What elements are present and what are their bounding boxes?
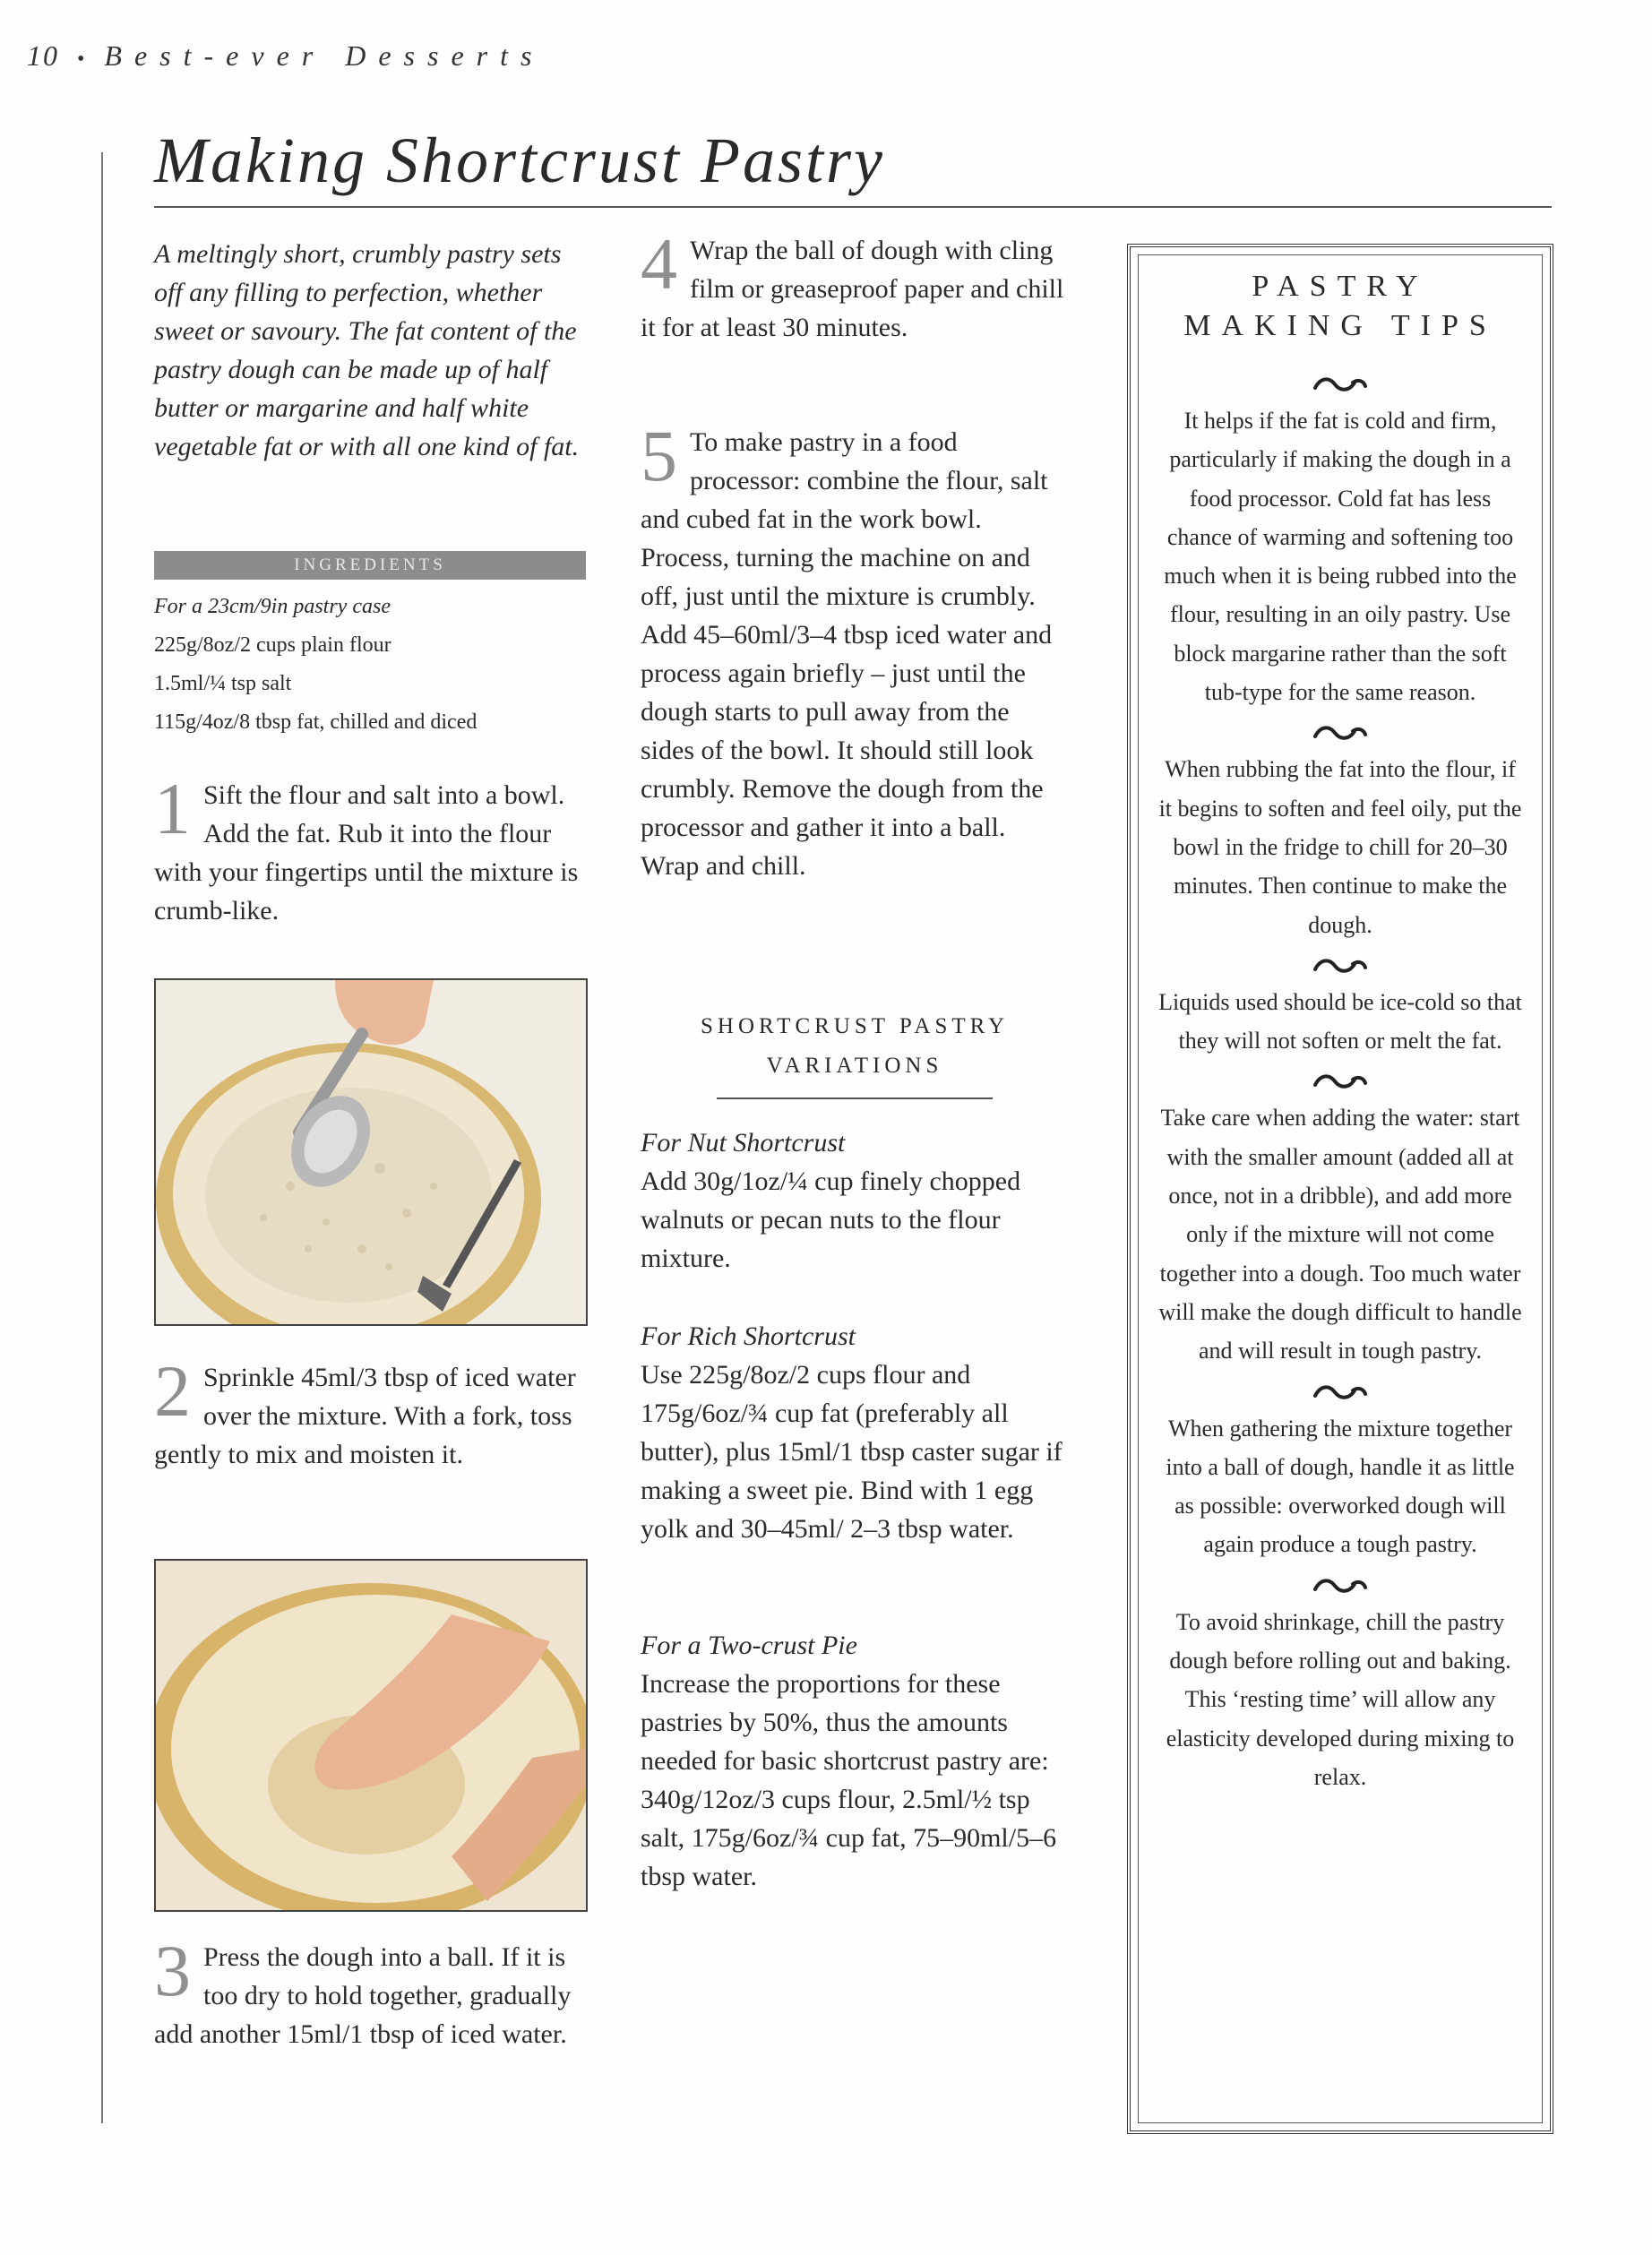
- tip-text: When gathering the mixture together into a ball of dough, handle it as little as possible: overworked dough will again produce a tough pastry.: [1166, 1415, 1515, 1558]
- step-text: Sift the flour and salt into a bowl. Add the fat. Rub it into the flour with your fingertips until the mixture is crumb-like.: [154, 780, 579, 925]
- left-margin-rule: [101, 152, 103, 2123]
- running-head: [27, 39, 544, 73]
- step-number: 1: [154, 768, 191, 849]
- page-number: 10: [27, 39, 59, 72]
- tip-text: To avoid shrinkage, chill the pastry dough before rolling out and baking. This ‘resting time’ will allow any elasticity developed during mixing to relax.: [1166, 1608, 1515, 1790]
- intro-text: A meltingly short, crumbly pastry sets off any filling to perfection, whether sweet or savoury. The fat content of the pastry dough can be made up of half butter or margarine and half white vegetable fat or with all one kind of fat.: [154, 239, 580, 461]
- step-1-photo: [154, 978, 588, 1326]
- ingredient-item: 115g/4oz/8 tbsp fat, chilled and diced: [154, 710, 478, 734]
- variation-rich-shortcrust: [641, 1317, 1069, 1548]
- tips-title-line2: MAKING TIPS: [1183, 309, 1497, 342]
- variation-nut-shortcrust: [641, 1123, 1069, 1278]
- tip-text: When rubbing the fat into the flour, if it begins to soften and feel oily, put the bowl in the fridge to chill for 20–30 minutes. Then continue to make the dough.: [1158, 756, 1522, 938]
- step-1: [154, 768, 586, 930]
- swirl-ornament-icon: [1156, 1371, 1525, 1409]
- variation-text: Use 225g/8oz/2 cups flour and 175g/6oz/¾ cup fat (preferably all butter), plus 15ml/1 tbsp caster sugar if making a sweet pie. Bind with 1 egg yolk and 30–45ml/ 2–3 tbsp water.: [641, 1360, 1063, 1544]
- variation-two-crust-pie: [641, 1626, 1069, 1896]
- running-head-separator: •: [77, 47, 87, 71]
- variations-heading-line1: SHORTCRUST PASTRY: [700, 1014, 1010, 1038]
- step-2: [154, 1350, 586, 1474]
- step-text: Sprinkle 45ml/3 tbsp of iced water over the mixture. With a fork, toss gently to mix and moisten it.: [154, 1363, 576, 1469]
- variation-text: Increase the proportions for these pastries by 50%, thus the amounts needed for basic shortcrust pastry are: 340g/12oz/3 cups flour, 2.5ml/½ tsp salt, 175g/6oz/¾ cup fat, 75–90ml/5–6 tbsp water.: [641, 1669, 1057, 1891]
- variations-rule: [717, 1097, 993, 1099]
- ingredient-item: 1.5ml/¼ tsp salt: [154, 672, 292, 695]
- tip-text: Liquids used should be ice-cold so that they will not soften or melt the fat.: [1158, 988, 1522, 1054]
- step-number: 2: [154, 1350, 191, 1432]
- swirl-ornament-icon: [1156, 363, 1525, 401]
- variation-title: For a Two-crust Pie: [641, 1631, 857, 1660]
- variations-heading-line2: VARIATIONS: [766, 1054, 943, 1078]
- title-rule: [154, 206, 1552, 208]
- tip-text: It helps if the fat is cold and firm, particularly if making the dough in a food processor. Cold fat has less chance of warming and softening too much when it is being rubbed into the flour, resulting in an oily pastry. Use block margarine rather than the soft tub-type for the same reason.: [1164, 408, 1517, 706]
- ingredients-list: [154, 588, 586, 742]
- variation-text: Add 30g/1oz/¼ cup finely chopped walnuts or pecan nuts to the flour mixture.: [641, 1166, 1021, 1273]
- step-number: 4: [641, 223, 677, 305]
- variations-heading: [641, 1007, 1069, 1086]
- swirl-ornament-icon: [1156, 1060, 1525, 1098]
- variation-title: For Nut Shortcrust: [641, 1128, 846, 1158]
- page-title: Making Shortcrust Pastry: [154, 125, 885, 196]
- book-title: Best-ever Desserts: [104, 39, 545, 72]
- step-text: Wrap the ball of dough with cling film or greaseproof paper and chill it for at least 30 minutes.: [641, 236, 1064, 342]
- step-2-photo: [154, 1559, 588, 1912]
- step-number: 3: [154, 1930, 191, 2011]
- step-4: [641, 223, 1069, 347]
- dough-ball-illustration: [156, 1561, 586, 1910]
- swirl-ornament-icon: [1156, 711, 1525, 750]
- ingredient-serving: For a 23cm/9in pastry case: [154, 595, 391, 618]
- tips-title-line1: PASTRY: [1252, 270, 1429, 303]
- swirl-ornament-icon: [1156, 944, 1525, 983]
- tip-text: Take care when adding the water: start with the smaller amount (added all at once, not in a dribble), and add more only if the mixture will not come together into a dough. Too much water will make the dough difficult to handle and will result in tough pastry.: [1158, 1105, 1522, 1364]
- ingredient-item: 225g/8oz/2 cups plain flour: [154, 633, 391, 657]
- ingredients-heading: INGREDIENTS: [154, 551, 586, 580]
- rubbing-in-illustration: [156, 980, 586, 1324]
- step-text: To make pastry in a food processor: combine the flour, salt and cubed fat in the work bowl. Process, turning the machine on and off, just until the mixture is crumbly. Add 45–60ml/3–4 tbsp iced water and process again briefly – just until the dough starts to pull away from the sides of the bowl. It should still look crumbly. Remove the dough from the processor and gather it into a ball. Wrap and chill.: [641, 427, 1053, 881]
- step-text: Press the dough into a ball. If it is too dry to hold together, gradually add another 15ml/1 tbsp of iced water.: [154, 1942, 572, 2049]
- step-number: 5: [641, 415, 677, 496]
- step-3: [154, 1930, 586, 2053]
- tips-body: [1156, 363, 1525, 1796]
- swirl-ornament-icon: [1156, 1564, 1525, 1603]
- variation-title: For Rich Shortcrust: [641, 1321, 856, 1351]
- step-5: [641, 415, 1069, 885]
- tips-title: [1127, 267, 1553, 346]
